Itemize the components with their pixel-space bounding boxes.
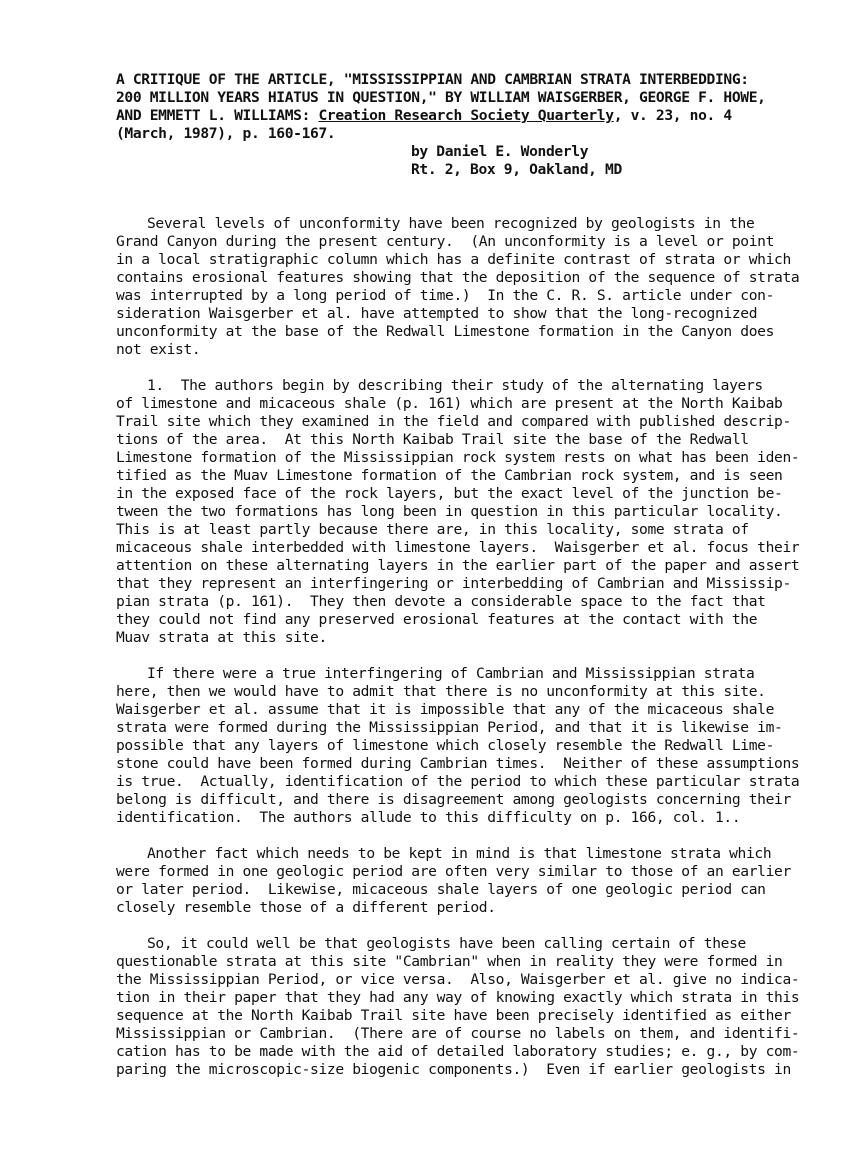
paragraph-line: This is at least partly because there are, in this locality, some strata of: [116, 521, 749, 538]
paragraph-line: tion in their paper that they had any way of knowing exactly which strata in this: [116, 989, 800, 1006]
paragraph-line: in a local stratigraphic column which has a definite contrast of strata or which: [116, 251, 791, 268]
paragraph-line: or later period. Likewise, micaceous shale layers of one geologic period can: [116, 881, 766, 898]
paragraph-line: cation has to be made with the aid of detailed laboratory studies; e. g., by com-: [116, 1043, 800, 1060]
paragraph-line: of limestone and micaceous shale (p. 161) which are present at the North Kaibab: [116, 395, 783, 412]
paragraph-line: they could not find any preserved erosional features at the contact with the: [116, 611, 758, 628]
paragraph-line: Limestone formation of the Mississippian rock system rests on what has been iden-: [116, 449, 800, 466]
paragraph-line: is true. Actually, identification of the period to which these particular strata: [116, 773, 800, 790]
paragraph-line: in the exposed face of the rock layers, but the exact level of the junction be-: [116, 485, 783, 502]
paragraph-line: sequence at the North Kaibab Trail site have been precisely identified as either: [116, 1007, 791, 1024]
heading-line-3-suffix: , v. 23, no. 4: [613, 107, 732, 124]
paragraph-line: Another fact which needs to be kept in mind is that limestone strata which: [147, 845, 772, 862]
paragraph-line: sideration Waisgerber et al. have attempted to show that the long-recognized: [116, 305, 758, 322]
paragraph-line: unconformity at the base of the Redwall Limestone formation in the Canyon does: [116, 323, 775, 340]
paragraph-line: strata were formed during the Mississippian Period, and that it is likewise im-: [116, 719, 783, 736]
paragraph-line: was interrupted by a long period of time.) In the C. R. S. article under con-: [116, 287, 775, 304]
paragraph-line: that they represent an interfingering or interbedding of Cambrian and Mississip-: [116, 575, 791, 592]
paragraph-line: questionable strata at this site "Cambrian" when in reality they were formed in: [116, 953, 783, 970]
heading-line-1: A CRITIQUE OF THE ARTICLE, "MISSISSIPPIAN AND CAMBRIAN STRATA INTERBEDDING:: [116, 71, 749, 88]
paragraph-line: possible that any layers of limestone which closely resemble the Redwall Lime-: [116, 737, 775, 754]
paragraph-line: Muav strata at this site.: [116, 629, 327, 646]
paragraph-line: belong is difficult, and there is disagreement among geologists concerning their: [116, 791, 791, 808]
heading-line-3: [116, 107, 732, 124]
paragraph-line: Grand Canyon during the present century. (An unconformity is a level or point: [116, 233, 775, 250]
journal-title: Creation Research Society Quarterly: [318, 107, 614, 124]
paragraph-line: Mississippian or Cambrian. (There are of course no labels on them, and identifi-: [116, 1025, 800, 1042]
paragraph-line: tified as the Muav Limestone formation of the Cambrian rock system, and is seen: [116, 467, 783, 484]
paragraph-line: 1. The authors begin by describing their study of the alternating layers: [147, 377, 763, 394]
byline-author: by Daniel E. Wonderly: [411, 143, 589, 160]
paragraph-line: pian strata (p. 161). They then devote a considerable space to the fact that: [116, 593, 766, 610]
paragraph-line: the Mississippian Period, or vice versa. Also, Waisgerber et al. give no indica-: [116, 971, 800, 988]
paragraph-line: not exist.: [116, 341, 201, 358]
paragraph-line: stone could have been formed during Cambrian times. Neither of these assumptions: [116, 755, 800, 772]
paragraph-line: here, then we would have to admit that there is no unconformity at this site.: [116, 683, 766, 700]
paragraph-line: closely resemble those of a different period.: [116, 899, 496, 916]
paragraph-line: identification. The authors allude to this difficulty on p. 166, col. 1..: [116, 809, 741, 826]
paragraph-line: Trail site which they examined in the field and compared with published descrip-: [116, 413, 791, 430]
paragraph-line: So, it could well be that geologists have been calling certain of these: [147, 935, 746, 952]
paragraph-line: were formed in one geologic period are often very similar to those of an earlier: [116, 863, 791, 880]
paragraph-line: If there were a true interfingering of Cambrian and Mississippian strata: [147, 665, 755, 682]
paragraph-line: contains erosional features showing that the deposition of the sequence of strata: [116, 269, 800, 286]
paragraph-line: micaceous shale interbedded with limestone layers. Waisgerber et al. focus their: [116, 539, 800, 556]
paragraph-line: tween the two formations has long been in question in this particular locality.: [116, 503, 783, 520]
paragraph-line: Waisgerber et al. assume that it is impossible that any of the micaceous shale: [116, 701, 775, 718]
paragraph-line: tions of the area. At this North Kaibab Trail site the base of the Redwall: [116, 431, 749, 448]
paragraph-line: Several levels of unconformity have been recognized by geologists in the: [147, 215, 755, 232]
paragraph-line: paring the microscopic-size biogenic components.) Even if earlier geologists in: [116, 1061, 791, 1078]
paragraph-line: attention on these alternating layers in the earlier part of the paper and assert: [116, 557, 800, 574]
byline-address: Rt. 2, Box 9, Oakland, MD: [411, 161, 622, 178]
heading-line-4: (March, 1987), p. 160-167.: [116, 125, 336, 142]
heading-line-2: 200 MILLION YEARS HIATUS IN QUESTION," BY WILLIAM WAISGERBER, GEORGE F. HOWE,: [116, 89, 766, 106]
heading-line-3-prefix: AND EMMETT L. WILLIAMS:: [116, 107, 319, 124]
